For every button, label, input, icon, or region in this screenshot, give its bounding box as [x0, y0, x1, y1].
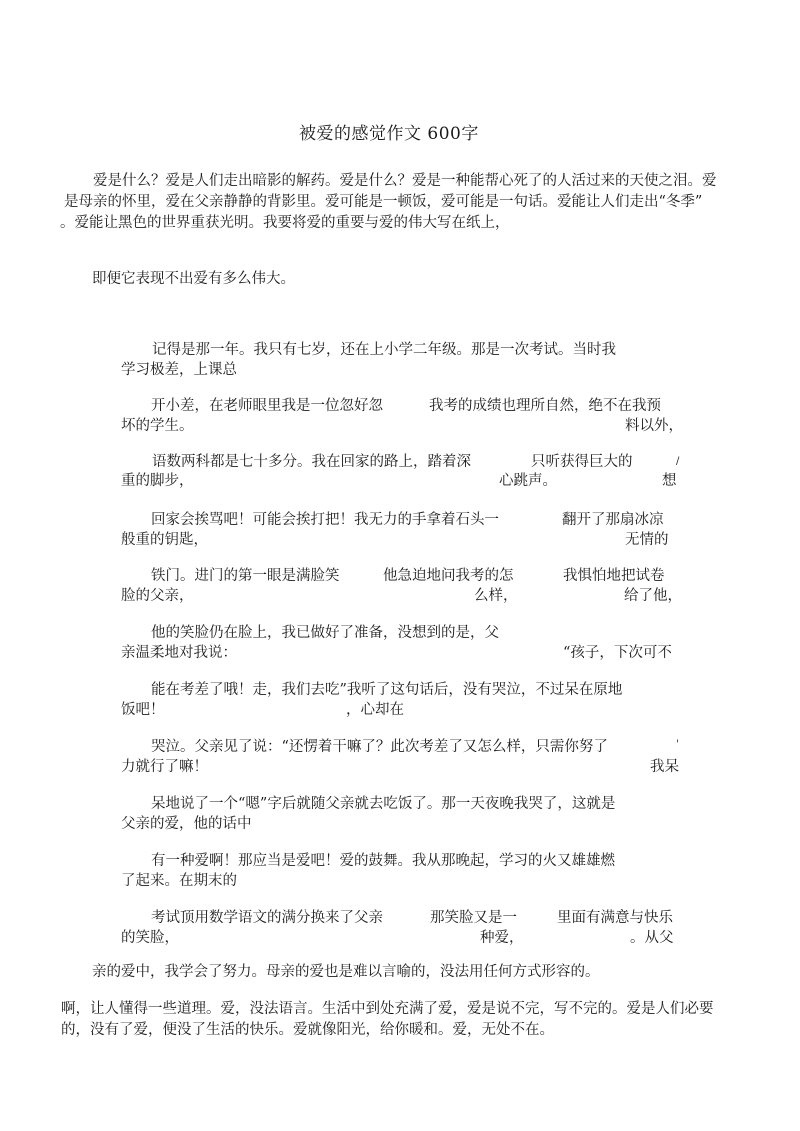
- text-fragment: 只听获得巨大的: [531, 454, 633, 470]
- text-fragment: 我呆: [650, 759, 679, 775]
- text-fragment: 了起来。在期末的: [121, 873, 237, 889]
- text-fragment: 开小差，在老师眼里我是一位忽好忽: [151, 398, 383, 414]
- text-fragment: 我惧怕地把试卷: [563, 568, 665, 584]
- text-fragment: 重的脚步，: [121, 473, 194, 489]
- text-fragment: 么样，: [474, 588, 518, 604]
- text-fragment: 饭吧！: [121, 702, 165, 718]
- intro-line: 。爱能让黑色的世界重获光明。我要将爱的重要与爱的伟大写在纸上，: [60, 215, 510, 231]
- text-fragment: /: [676, 456, 680, 467]
- text-fragment: 般重的钥匙，: [121, 532, 208, 548]
- text-fragment: 心跳声。: [499, 473, 557, 489]
- text-fragment: 里面有满意与快乐: [557, 910, 673, 926]
- text-fragment: 记得是那一年。我只有七岁，还在上小学二年级。那是一次考试。当时我: [152, 342, 616, 358]
- intro-line: 爱是什么？爱是人们走出暗影的解药。爱是什么？爱是一种能帮心死了的人活过来的天使之泪。爱: [93, 173, 717, 189]
- text-fragment: 脸的父亲，: [121, 588, 194, 604]
- text-fragment: 考试顶用数学语文的满分换来了父亲: [151, 910, 383, 926]
- text-fragment: 想: [662, 473, 677, 489]
- text-fragment: 哭泣。父亲见了说：“还愣着干嘛了？此次考差了又怎么样，只需你努了: [151, 739, 608, 755]
- text-fragment: 坏的学生。: [121, 418, 194, 434]
- text-fragment: ': [676, 739, 679, 750]
- text-fragment: 种爱，: [480, 930, 524, 946]
- text-fragment: 那笑脸又是一: [430, 910, 517, 926]
- text-fragment: 他的笑脸仍在脸上，我已做好了准备，没想到的是，父: [151, 625, 499, 641]
- text-fragment: 力就行了嘛！: [121, 759, 208, 775]
- intro-line: 是母亲的怀里，爱在父亲静静的背影里。爱可能是一顿饭，爱可能是一句话。爱能让人们走出“冬季”: [64, 194, 703, 210]
- text-fragment: 呆地说了一个“嗯”字后就随父亲就去吃饭了。那一天夜晚我哭了，这就是: [151, 796, 616, 812]
- text-fragment: 语数两科都是七十多分。我在回家的路上，踏着深: [152, 454, 471, 470]
- text-fragment: 能在考差了哦！走，我们去吃”我听了这句话后，没有哭泣，不过呆在原地: [151, 682, 623, 698]
- page-title: 被爱的感觉作文 600字: [299, 124, 479, 144]
- text-fragment: 回家会挨骂吧！可能会挨打把！我无力的手拿着石头一: [151, 512, 499, 528]
- text-fragment: 我考的成绩也理所自然，绝不在我预: [429, 398, 661, 414]
- text-fragment: 无情的: [625, 532, 669, 548]
- intro-end-line: 即便它表现不出爱有多么伟大。: [92, 271, 295, 287]
- text-fragment: 翻开了那扇冰凉: [562, 512, 664, 528]
- outro-line: 啊，让人懂得一些道理。爱，没法语言。生活中到处充满了爱，爱是说不完，写不完的。爱是人们必要: [61, 1001, 714, 1017]
- text-fragment: 他急迫地问我考的怎: [383, 568, 514, 584]
- text-fragment: 铁门。进门的第一眼是满脸笑: [151, 568, 340, 584]
- outro-line: 亲的爱中，我学会了努力。母亲的爱也是难以言喻的，没法用任何方式形容的。: [92, 964, 600, 980]
- outro-line: 的，没有了爱，便没了生活的快乐。爱就像阳光，给你暖和。爱，无处不在。: [61, 1022, 554, 1038]
- text-fragment: 。从父: [630, 930, 674, 946]
- text-fragment: 学习极差，上课总: [121, 362, 237, 378]
- text-fragment: 的笑脸，: [121, 930, 179, 946]
- text-fragment: 给了他，: [624, 588, 682, 604]
- text-fragment: 亲温柔地对我说：: [121, 645, 237, 661]
- text-fragment: 料以外，: [625, 418, 683, 434]
- text-fragment: “孩子，下次可不: [563, 645, 672, 661]
- text-fragment: 有一种爱啊！那应当是爱吧！爱的鼓舞。我从那晚起，学习的火又雄雄燃: [151, 853, 615, 869]
- text-fragment: 父亲的爱，他的话中: [121, 816, 252, 832]
- text-fragment: ，心却在: [346, 702, 404, 718]
